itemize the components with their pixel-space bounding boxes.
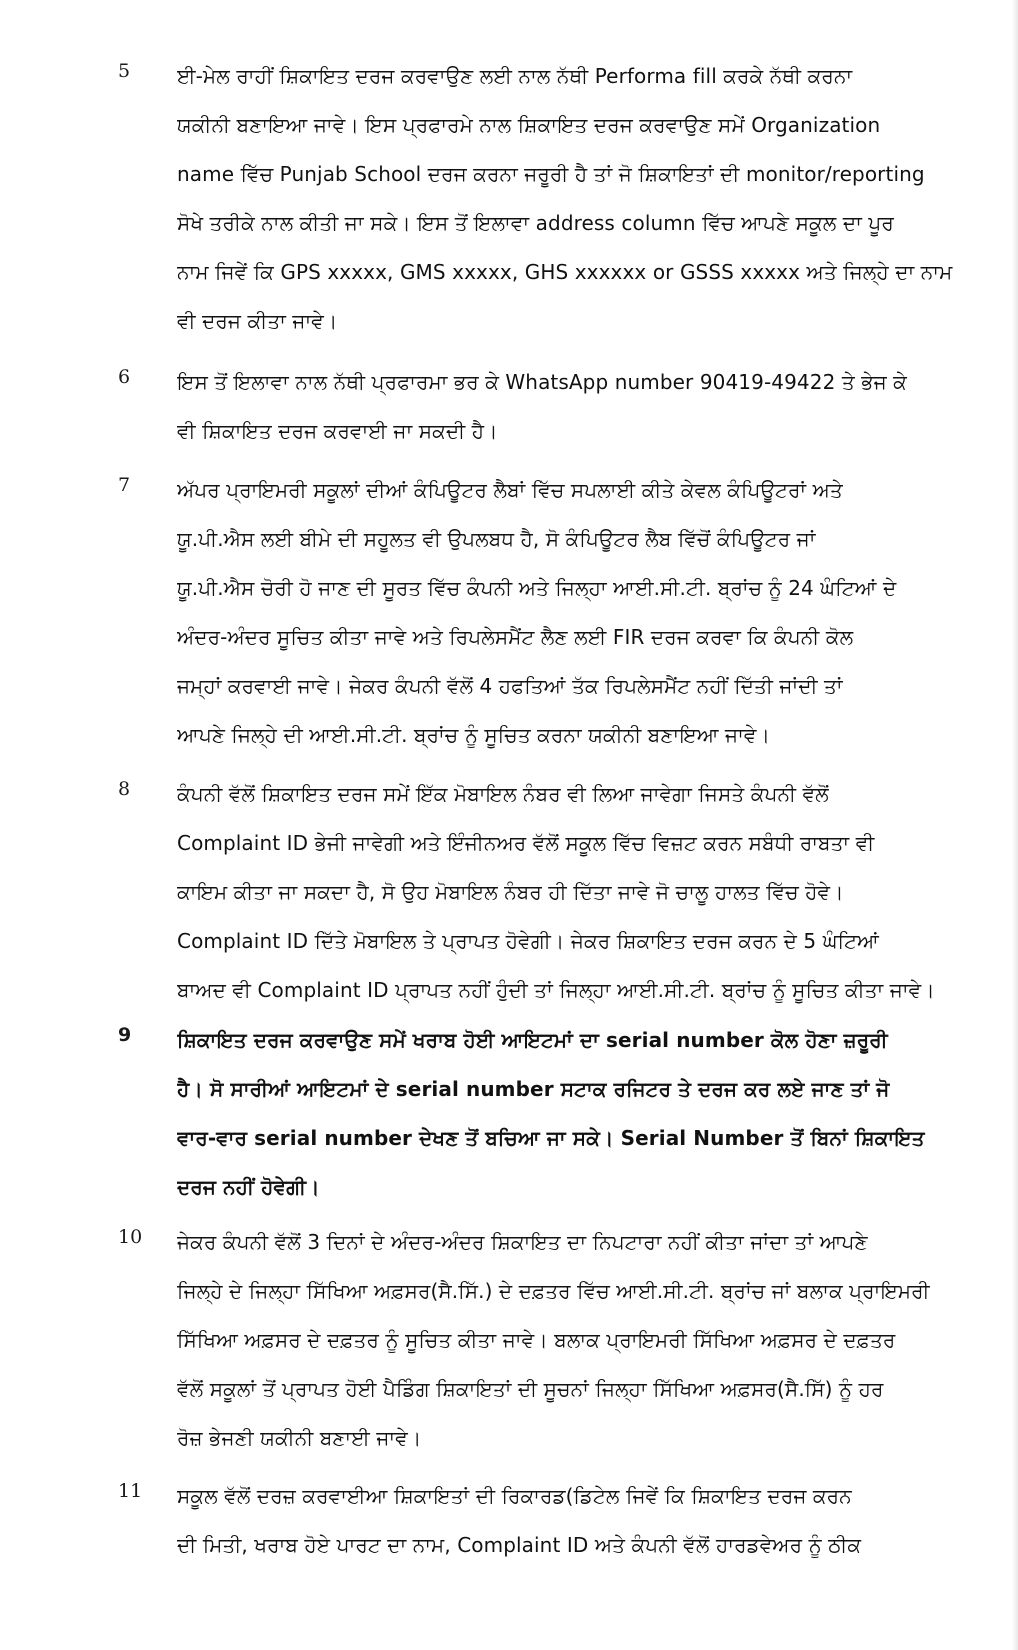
- item-number: 7: [118, 474, 131, 496]
- text-line: ਅੰਦਰ-ਅੰਦਰ ਸੂਚਿਤ ਕੀਤਾ ਜਾਵੇ ਅਤੇ ਰਿਪਲੇਸਮੈਂਟ ਲੈਣ ਲਈ FIR ਦਰਜ ਕਰਵਾ ਕਿ ਕੰਪਨੀ ਕੋਲ: [177, 625, 854, 649]
- text-line: ਆਪਣੇ ਜਿਲ੍ਹੇ ਦੀ ਆਈ.ਸੀ.ਟੀ. ਬ੍ਰਾਂਚ ਨੂੰ ਸੂਚਿਤ ਕਰਨਾ ਯਕੀਨੀ ਬਣਾਇਆ ਜਾਵੇ।: [177, 723, 771, 747]
- text-line: ਸ਼ਿਕਾਇਤ ਦਰਜ ਕਰਵਾਉਣ ਸਮੇਂ ਖਰਾਬ ਹੋਈ ਆਇਟਮਾਂ ਦਾ serial number ਕੋਲ ਹੋਣਾ ਜ਼ਰੂਰੀ: [177, 1028, 888, 1052]
- text-line: ਬਾਅਦ ਵੀ Complaint ID ਪ੍ਰਾਪਤ ਨਹੀਂ ਹੁੰਦੀ ਤਾਂ ਜਿਲ੍ਹਾ ਆਈ.ਸੀ.ਟੀ. ਬ੍ਰਾਂਚ ਨੂੰ ਸੂਚਿਤ ਕੀਤਾ ਜਾਵੇ।: [177, 978, 935, 1002]
- text-line: ਯੂ.ਪੀ.ਐਸ ਚੋਰੀ ਹੋ ਜਾਣ ਦੀ ਸੂਰਤ ਵਿੱਚ ਕੰਪਨੀ ਅਤੇ ਜਿਲ੍ਹਾ ਆਈ.ਸੀ.ਟੀ. ਬ੍ਰਾਂਚ ਨੂੰ 24 ਘੰਟਿਆਂ ਦੇ: [177, 576, 897, 600]
- item-body: [177, 1472, 957, 1570]
- scan-edge-shadow: [1012, 0, 1018, 1650]
- text-line: ਨਾਮ ਜਿਵੇਂ ਕਿ GPS xxxxx, GMS xxxxx, GHS xxxxxx or GSSS xxxxx ਅਤੇ ਜਿਲ੍ਹੇ ਦਾ ਨਾਮ: [177, 260, 953, 284]
- item-body: [177, 358, 957, 456]
- item-number: 6: [118, 366, 131, 388]
- item-number: 8: [118, 778, 131, 800]
- text-line: ਯੂ.ਪੀ.ਐਸ ਲਈ ਬੀਮੇ ਦੀ ਸਹੂਲਤ ਵੀ ਉਪਲਬਧ ਹੈ, ਸੋ ਕੰਪਿਊਟਰ ਲੈਬ ਵਿੱਚੋਂ ਕੰਪਿਊਟਰ ਜਾਂ: [177, 527, 816, 551]
- item-body: [177, 1016, 957, 1212]
- text-line: ਯਕੀਨੀ ਬਣਾਇਆ ਜਾਵੇ। ਇਸ ਪ੍ਰਫਾਰਮੇ ਨਾਲ ਸ਼ਿਕਾਇਤ ਦਰਜ ਕਰਵਾਉਣ ਸਮੇਂ Organization: [177, 113, 881, 137]
- text-line: ਹੈ। ਸੋ ਸਾਰੀਆਂ ਆਇਟਮਾਂ ਦੇ serial number ਸਟਾਕ ਰਜਿਟਰ ਤੇ ਦਰਜ ਕਰ ਲਏ ਜਾਣ ਤਾਂ ਜੋ: [177, 1077, 890, 1101]
- text-line: ਅੱਪਰ ਪ੍ਰਾਇਮਰੀ ਸਕੂਲਾਂ ਦੀਆਂ ਕੰਪਿਊਟਰ ਲੈਬਾਂ ਵਿੱਚ ਸਪਲਾਈ ਕੀਤੇ ਕੇਵਲ ਕੰਪਿਊਟਰਾਂ ਅਤੇ: [177, 478, 843, 502]
- item-body: [177, 1218, 957, 1463]
- text-line: ਸਿੱਖਿਆ ਅਫ਼ਸਰ ਦੇ ਦਫ਼ਤਰ ਨੂੰ ਸੂਚਿਤ ਕੀਤਾ ਜਾਵੇ। ਬਲਾਕ ਪ੍ਰਾਇਮਰੀ ਸਿੱਖਿਆ ਅਫ਼ਸਰ ਦੇ ਦਫ਼ਤਰ: [177, 1328, 896, 1352]
- text-line: ਕੰਪਨੀ ਵੱਲੋਂ ਸ਼ਿਕਾਇਤ ਦਰਜ ਸਮੇਂ ਇੱਕ ਮੋਬਾਇਲ ਨੰਬਰ ਵੀ ਲਿਆ ਜਾਵੇਗਾ ਜਿਸਤੇ ਕੰਪਨੀ ਵੱਲੋਂ: [177, 782, 829, 806]
- text-line: ਵੀ ਦਰਜ ਕੀਤਾ ਜਾਵੇ।: [177, 309, 338, 333]
- item-number: 11: [118, 1480, 143, 1502]
- text-line: ਇਸ ਤੋਂ ਇਲਾਵਾ ਨਾਲ ਨੱਥੀ ਪ੍ਰਫਾਰਮਾ ਭਰ ਕੇ WhatsApp number 90419-49422 ਤੇ ਭੇਜ ਕੇ: [177, 370, 907, 394]
- item-number: 5: [118, 60, 131, 82]
- text-line: ਦਰਜ ਨਹੀਂ ਹੋਵੇਗੀ।: [177, 1175, 320, 1199]
- text-line: Complaint ID ਦਿੱਤੇ ਮੋਬਾਇਲ ਤੇ ਪ੍ਰਾਪਤ ਹੋਵੇਗੀ। ਜੇਕਰ ਸ਼ਿਕਾਇਤ ਦਰਜ ਕਰਨ ਦੇ 5 ਘੰਟਿਆਂ: [177, 929, 879, 953]
- text-line: ਜਮ੍ਹਾਂ ਕਰਵਾਈ ਜਾਵੇ। ਜੇਕਰ ਕੰਪਨੀ ਵੱਲੋਂ 4 ਹਫਤਿਆਂ ਤੱਕ ਰਿਪਲੇਸਮੈਂਟ ਨਹੀਂ ਦਿੱਤੀ ਜਾਂਦੀ ਤਾਂ: [177, 674, 843, 698]
- text-line: ਈ-ਮੇਲ ਰਾਹੀਂ ਸ਼ਿਕਾਇਤ ਦਰਜ ਕਰਵਾਉਣ ਲਈ ਨਾਲ ਨੱਥੀ Performa fill ਕਰਕੇ ਨੱਥੀ ਕਰਨਾ: [177, 64, 853, 88]
- text-line: ਰੋਜ਼ ਭੇਜਣੀ ਯਕੀਨੀ ਬਣਾਈ ਜਾਵੇ।: [177, 1426, 422, 1450]
- item-number: 9: [118, 1024, 132, 1046]
- text-line: ਸਕੂਲ ਵੱਲੋਂ ਦਰਜ਼ ਕਰਵਾਈਆ ਸ਼ਿਕਾਇਤਾਂ ਦੀ ਰਿਕਾਰਡ(ਡਿਟੇਲ ਜਿਵੇਂ ਕਿ ਸ਼ਿਕਾਇਤ ਦਰਜ ਕਰਨ: [177, 1484, 852, 1508]
- text-line: Complaint ID ਭੇਜੀ ਜਾਵੇਗੀ ਅਤੇ ਇੰਜੀਨਅਰ ਵੱਲੋਂ ਸਕੂਲ ਵਿੱਚ ਵਿਜ਼ਟ ਕਰਨ ਸਬੰਧੀ ਰਾਬਤਾ ਵੀ: [177, 831, 875, 855]
- item-body: [177, 770, 957, 1015]
- text-line: ਜੇਕਰ ਕੰਪਨੀ ਵੱਲੋਂ 3 ਦਿਨਾਂ ਦੇ ਅੰਦਰ-ਅੰਦਰ ਸ਼ਿਕਾਇਤ ਦਾ ਨਿਪਟਾਰਾ ਨਹੀਂ ਕੀਤਾ ਜਾਂਦਾ ਤਾਂ ਆਪਣੇ: [177, 1230, 868, 1254]
- item-body: [177, 52, 957, 346]
- text-line: ਦੀ ਮਿਤੀ, ਖਰਾਬ ਹੋਏ ਪਾਰਟ ਦਾ ਨਾਮ, Complaint ID ਅਤੇ ਕੰਪਨੀ ਵੱਲੋਂ ਹਾਰਡਵੇਅਰ ਨੂੰ ਠੀਕ: [177, 1533, 862, 1557]
- text-line: ਕਾਇਮ ਕੀਤਾ ਜਾ ਸਕਦਾ ਹੈ, ਸੋ ਉਹ ਮੋਬਾਇਲ ਨੰਬਰ ਹੀ ਦਿੱਤਾ ਜਾਵੇ ਜੋ ਚਾਲੂ ਹਾਲਤ ਵਿੱਚ ਹੋਵੇ।: [177, 880, 844, 904]
- item-body: [177, 466, 957, 760]
- text-line: ਵੱਲੋਂ ਸਕੂਲਾਂ ਤੋਂ ਪ੍ਰਾਪਤ ਹੋਈ ਪੈਡਿੰਗ ਸ਼ਿਕਾਇਤਾਂ ਦੀ ਸੂਚਨਾਂ ਜਿਲ੍ਹਾ ਸਿੱਖਿਆ ਅਫ਼ਸਰ(ਸੈ.ਸਿੱ) ਨੂੰ ਹਰ: [177, 1377, 884, 1401]
- item-number: 10: [118, 1226, 143, 1248]
- text-line: ਸੋਖੇ ਤਰੀਕੇ ਨਾਲ ਕੀਤੀ ਜਾ ਸਕੇ। ਇਸ ਤੋਂ ਇਲਾਵਾ address column ਵਿੱਚ ਆਪਣੇ ਸਕੂਲ ਦਾ ਪੂਰ: [177, 211, 894, 235]
- text-line: ਵੀ ਸ਼ਿਕਾਇਤ ਦਰਜ ਕਰਵਾਈ ਜਾ ਸਕਦੀ ਹੈ।: [177, 419, 498, 443]
- text-line: name ਵਿੱਚ Punjab School ਦਰਜ ਕਰਨਾ ਜਰੂਰੀ ਹੈ ਤਾਂ ਜੋ ਸ਼ਿਕਾਇਤਾਂ ਦੀ monitor/reporting: [177, 162, 925, 186]
- text-line: ਵਾਰ-ਵਾਰ serial number ਦੇਖਣ ਤੋਂ ਬਚਿਆ ਜਾ ਸਕੇ। Serial Number ਤੋਂ ਬਿਨਾਂ ਸ਼ਿਕਾਇਤ: [177, 1126, 925, 1150]
- text-line: ਜਿਲ੍ਹੇ ਦੇ ਜਿਲ੍ਹਾ ਸਿੱਖਿਆ ਅਫ਼ਸਰ(ਸੈ.ਸਿੱ.) ਦੇ ਦਫ਼ਤਰ ਵਿੱਚ ਆਈ.ਸੀ.ਟੀ. ਬ੍ਰਾਂਚ ਜਾਂ ਬਲਾਕ ਪ੍ਰਾਇਮਰੀ: [177, 1279, 930, 1303]
